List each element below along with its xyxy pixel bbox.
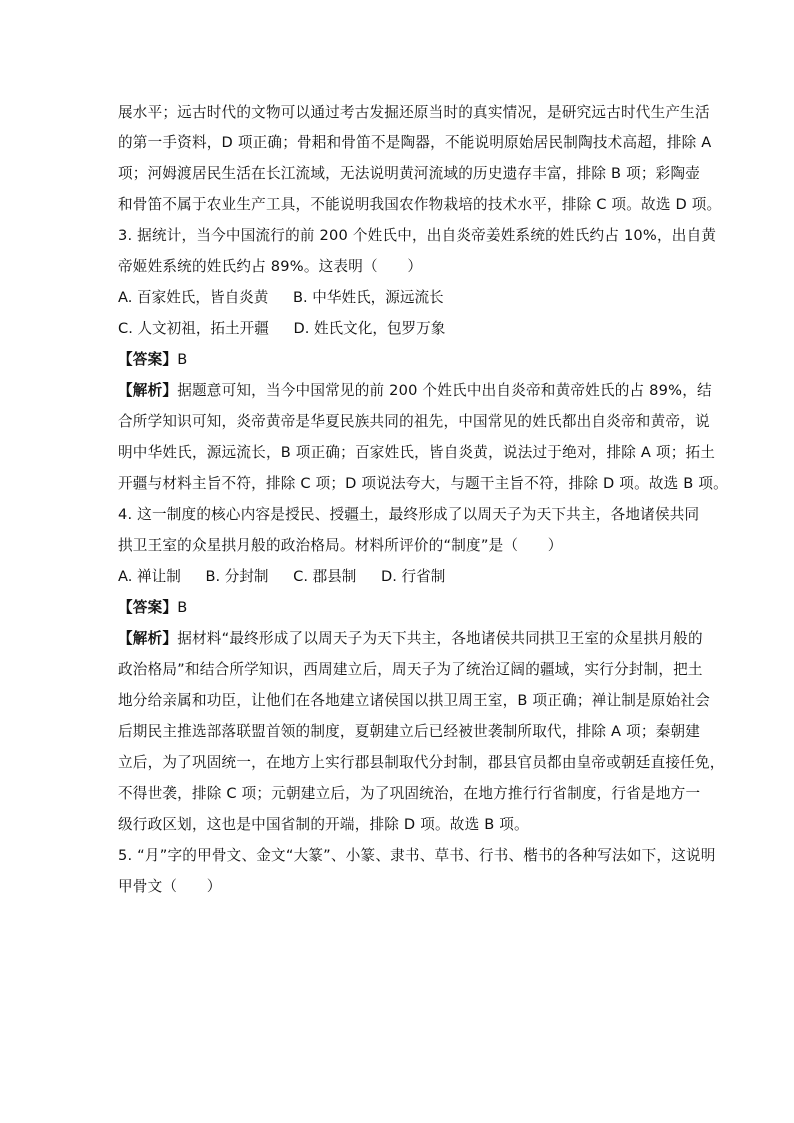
question-3-analysis [118, 381, 712, 401]
answer-value: B [177, 599, 188, 616]
question-4-stem: 拱卫王室的众星拱月般的政治格局。材料所评价的“制度”是（ ） [118, 537, 563, 554]
question-4-answer [118, 598, 688, 618]
question-4-analysis: 级行政区划，这也是中国省制的开端，排除 D 项。故选 B 项。 [118, 816, 529, 833]
question-4-analysis: 不得世袭，排除 C 项；元朝建立后，为了巩固统治，在地方推行行省制度，行省是地方一 [118, 785, 701, 802]
analysis-tag: 【解析】 [118, 630, 178, 647]
text-line: 和骨笛不属于农业生产工具，不能说明我国农作物栽培的技术水平，排除 C 项。故选 D 项。 [118, 196, 722, 213]
question-3-stem: 帝姬姓系统的姓氏约占 89%。这表明（ ） [118, 258, 423, 275]
question-4-analysis: 立后，为了巩固统一，在地方上实行郡县制取代分封制，郡县官员都由皇帝或朝廷直接任免， [118, 754, 725, 771]
option-c: C. 郡县制 [293, 568, 357, 585]
question-4-analysis [118, 629, 703, 649]
question-3-analysis: 开疆与材料主旨不符，排除 C 项；D 项说法夸大，与题干主旨不符，排除 D 项。故选 B 项。 [118, 475, 728, 492]
option-b: B. 中华姓氏，源远流长 [293, 289, 444, 306]
question-4-analysis: 政治格局”和结合所学知识，西周建立后，周天子为了统治辽阔的疆域，实行分封制，把土 [118, 661, 703, 678]
question-5-stem: 5. “月”字的甲骨文、金文“大篆”、小篆、隶书、草书、行书、楷书的各种写法如下，这说明 [118, 847, 716, 864]
question-3-answer [118, 350, 688, 370]
option-b: B. 分封制 [205, 568, 269, 585]
option-d: D. 行省制 [381, 568, 446, 585]
question-3-stem: 3. 据统计，当今中国流行的前 200 个姓氏中，出自炎帝姜姓系统的姓氏约占 10%，出自黄 [118, 227, 717, 244]
analysis-text: 据材料“最终形成了以周天子为天下共主，各地诸侯共同拱卫王室的众星拱月般的 [177, 630, 703, 647]
option-c: C. 人文初祖，拓土开疆 [118, 320, 269, 337]
question-3-options-row-2 [118, 319, 465, 339]
option-d: D. 姓氏文化，包罗万象 [293, 320, 446, 337]
question-5-stem: 甲骨文（ ） [118, 878, 222, 895]
question-4-stem: 4. 这一制度的核心内容是授民、授疆土，最终形成了以周天子为天下共主，各地诸侯共同 [118, 506, 700, 523]
text-line: 项；河姆渡居民生活在长江流域，无法说明黄河流域的历史遗存丰富，排除 B 项；彩陶壶 [118, 165, 701, 182]
question-4-options [118, 567, 465, 587]
question-3-analysis: 合所学知识可知，炎帝黄帝是华夏民族共同的祖先，中国常见的姓氏都出自炎帝和黄帝，说 [118, 413, 710, 430]
text-line: 展水平；远古时代的文物可以通过考古发掘还原当时的真实情况，是研究远古时代生产生活 [118, 104, 710, 121]
answer-tag: 【答案】 [118, 351, 178, 368]
answer-tag: 【答案】 [118, 599, 178, 616]
answer-value: B [177, 351, 188, 368]
analysis-tag: 【解析】 [118, 382, 178, 399]
question-3-analysis: 明中华姓氏，源远流长，B 项正确；百家姓氏，皆自炎黄，说法过于绝对，排除 A 项；拓土 [118, 444, 716, 461]
option-a: A. 百家姓氏，皆自炎黄 [118, 289, 269, 306]
option-a: A. 禅让制 [118, 568, 181, 585]
question-4-analysis: 地分给亲属和功臣，让他们在各地建立诸侯国以拱卫周王室，B 项正确；禅让制是原始社会 [118, 692, 711, 709]
question-3-options-row-1 [118, 288, 464, 308]
question-4-analysis: 后期民主推选部落联盟首领的制度，夏朝建立后已经被世袭制所取代，排除 A 项；秦朝建 [118, 723, 701, 740]
analysis-text: 据题意可知，当今中国常见的前 200 个姓氏中出自炎帝和黄帝姓氏的占 89%，结 [177, 382, 712, 399]
text-line: 的第一手资料，D 项正确；骨耜和骨笛不是陶器，不能说明原始居民制陶技术高超，排除 A [118, 134, 712, 151]
